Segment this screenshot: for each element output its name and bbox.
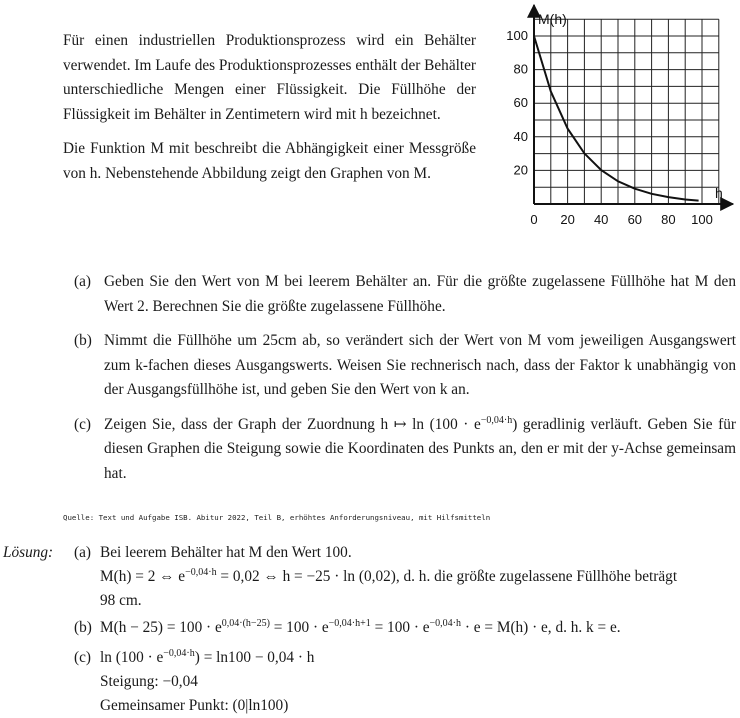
- solution-a: [74, 541, 736, 613]
- task-text: Geben Sie den Wert von M bei leerem Behälter an. Für die größte zugelassene Füllhöhe hat M den Wert 2. Berechnen Sie die größte zugelassene Füllhöhe.: [104, 273, 736, 315]
- intro-paragraph-1: Für einen industriellen Produktionsprozess wird ein Behälter verwendet. Im Laufe des Produktionsprozesses enthält der Behälter unterschiedliche Mengen einer Flüssigkeit. Die Füllhöhe der Flüssigkeit im Behälter in Zentimetern wird mit h bezeichnet.: [63, 32, 476, 123]
- task-c: [74, 413, 736, 487]
- solution-c-line-2: Steigung: −0,04: [100, 673, 198, 690]
- chart-tick-labels: [506, 28, 713, 227]
- x-tick-label: 20: [560, 212, 575, 227]
- source-note: Quelle: Text und Aufgabe ISB. Abitur 2022, Teil B, erhöhtes Anforderungsniveau, mit Hilfsmitteln: [63, 513, 491, 522]
- intro-text: [63, 29, 476, 196]
- chart-m-of-h: [500, 2, 740, 228]
- solution-label: (b): [74, 619, 92, 636]
- y-tick-label: 60: [513, 95, 528, 111]
- y-tick-label: 20: [513, 162, 528, 178]
- y-tick-label: 80: [513, 61, 528, 77]
- chart-series-curve: [534, 36, 699, 201]
- task-list: [74, 270, 736, 496]
- solution-heading: Lösung:: [3, 544, 54, 561]
- solution-label: (a): [74, 544, 91, 561]
- task-a: [74, 270, 736, 319]
- x-tick-label: 100: [691, 212, 713, 227]
- solution-c-line-1: $\ln (100 \cdot e^{-0,04\cdot h}) = \ln 100 - 0,04 \cdot h$: [100, 647, 315, 666]
- solution-a-line-1: Bei leerem Behälter hat M den Wert 100.: [100, 544, 352, 561]
- task-label: (a): [74, 273, 91, 290]
- x-tick-label: 60: [627, 212, 643, 227]
- task-text: Zeigen Sie, dass der Graph der Zuordnung h ↦ $\ln (100 \cdot e^{-0,04\cdot h})$ geradlinig verläuft. Geben Sie für diesen Graphen die Steigung sowie die Koordinaten des Punkts an, den er mit der y-Achse gemeinsam hat.: [104, 414, 736, 482]
- task-b: [74, 329, 736, 403]
- solution-b: [74, 616, 736, 640]
- solution-a-line-2: M(h) = 2 ⇔ $e^{-0,04\cdot h} = 0,02$ ⇔ h = −25 · ln (0,02), d. h. die größte zugelassene Füllhöhe beträgt: [100, 566, 678, 585]
- intro-paragraph-2: Die Funktion M mit beschreibt die Abhängigkeit einer Messgröße von h. Nebenstehende Abbildung zeigt den Graphen von M.: [63, 140, 476, 182]
- solution-label: (c): [74, 649, 91, 666]
- x-tick-label: 80: [661, 212, 676, 227]
- chart-y-label: M(h): [538, 11, 567, 27]
- solution-c-line-3: Gemeinsamer Punkt: (0|ln100): [100, 697, 289, 714]
- chart-x-label: h: [715, 185, 723, 201]
- task-label: (c): [74, 415, 91, 433]
- chart-axes: [534, 5, 733, 204]
- y-tick-label: 40: [513, 128, 528, 144]
- task-label: (b): [74, 332, 92, 349]
- solution-a-line-3: 98 cm.: [100, 592, 142, 609]
- chart-grid: [534, 19, 719, 204]
- y-tick-label: 100: [506, 28, 528, 43]
- x-tick-label: 40: [593, 212, 609, 227]
- solution-c: [74, 646, 736, 718]
- solution-b-line: $M(h - 25) = 100 \cdot e^{0,04\cdot(h-25)} = 100 \cdot e^{-0,04\cdot h+1} = 100 \cdot e^{-0,04\cdot h} \cdot e = M(h) \cdot e$, d. h. k = e.: [100, 617, 621, 636]
- task-text: Nimmt die Füllhöhe um 25cm ab, so verändert sich der Wert von M vom jeweiligen Ausgangswert zum k-fachen dieses Ausgangswerts. Weisen Sie rechnerisch nach, dass der Faktor k unabhängig von der Ausgangsfüllhöhe ist, und geben Sie den Wert von k an.: [104, 332, 736, 398]
- x-tick-label: 0: [530, 212, 538, 227]
